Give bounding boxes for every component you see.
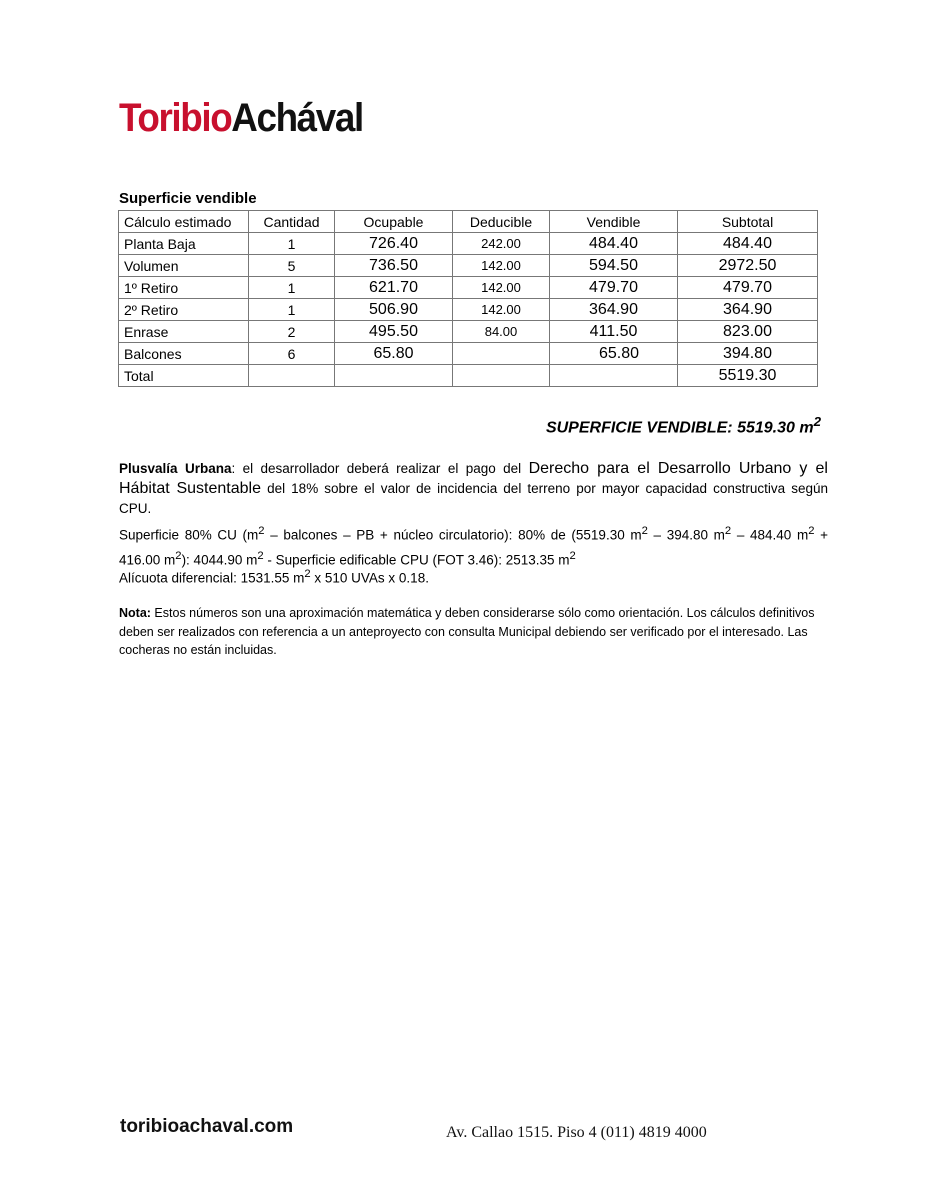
cell-deducible: 84.00 [453, 321, 550, 343]
superficie-calc-paragraph [119, 521, 828, 570]
cell-concepto: 2º Retiro [119, 299, 249, 321]
cell-ocupable: 506.90 [335, 299, 453, 321]
cell-concepto: Planta Baja [119, 233, 249, 255]
calc-text: – 394.80 m [647, 527, 725, 543]
cell-subtotal: 484.40 [678, 233, 818, 255]
calc-text: + 416.00 m [119, 527, 829, 567]
cell-ocupable: 736.50 [335, 255, 453, 277]
nota-label: Nota: [119, 606, 151, 620]
cell-cantidad: 6 [249, 343, 335, 365]
superscript: 2 [257, 549, 264, 562]
superficie-table [118, 210, 818, 387]
plusvalia-label: Plusvalía Urbana [119, 461, 232, 476]
cell-vendible: 484.40 [550, 233, 678, 255]
logo-text-achaval: Achával [231, 96, 363, 140]
superscript: 2 [813, 414, 821, 429]
superscript: 2 [641, 525, 648, 537]
logo-text-toribio: Toribio [119, 96, 232, 140]
cell-empty [249, 365, 335, 387]
calc-text: – balcones – PB + núcleo circulatorio): 80% de (5519.30 m [264, 527, 642, 543]
superscript: 2 [569, 549, 576, 562]
header-cantidad: Cantidad [249, 211, 335, 233]
header-calculo: Cálculo estimado [119, 211, 249, 233]
cell-cantidad: 1 [249, 299, 335, 321]
cell-vendible: 65.80 [550, 343, 678, 365]
nota-text: Estos números son una aproximación matemática y deben considerarse sólo como orientación. Los cálculos definitivos deben ser realizados con referencia a un anteproyecto con consulta Municipal debiendo ser verificado por el interesado. Las cocheras no están incluidas. [119, 606, 815, 657]
cell-ocupable: 621.70 [335, 277, 453, 299]
plusvalia-paragraph [119, 459, 828, 519]
cell-ocupable: 726.40 [335, 233, 453, 255]
cell-deducible: 242.00 [453, 233, 550, 255]
cell-total-value: 5519.30 [678, 365, 818, 387]
superscript: 2 [304, 568, 311, 580]
table-header-row [119, 211, 818, 233]
section-title: Superficie vendible [119, 190, 257, 207]
alicuota-line [119, 564, 828, 589]
calc-text: – 484.40 m [731, 527, 809, 543]
table-row [119, 233, 818, 255]
cell-deducible: 142.00 [453, 277, 550, 299]
superficie-vendible-text: SUPERFICIE VENDIBLE: 5519.30 m [545, 419, 814, 437]
company-logo [119, 98, 363, 138]
header-ocupable: Ocupable [335, 211, 453, 233]
superscript: 2 [724, 525, 732, 537]
header-subtotal: Subtotal [678, 211, 818, 233]
cell-empty [335, 365, 453, 387]
footer-website: toribioachaval.com [120, 1116, 294, 1137]
table-row [119, 343, 818, 365]
cell-subtotal: 479.70 [678, 277, 818, 299]
cell-deducible [453, 343, 550, 365]
cell-concepto: Volumen [119, 255, 249, 277]
calc-text: Superficie 80% CU (m [119, 527, 259, 543]
cell-total-label: Total [119, 365, 249, 387]
nota-paragraph [119, 604, 828, 660]
cell-vendible: 411.50 [550, 321, 678, 343]
cell-cantidad: 1 [249, 233, 335, 255]
cell-cantidad: 2 [249, 321, 335, 343]
calc-text: ): 4044.90 m [181, 552, 258, 567]
calc-text: - Superficie edificable CPU (FOT 3.46): 2513.35 m [263, 552, 570, 567]
alicuota-text: x 510 UVAs x 0.18. [310, 570, 429, 586]
cell-concepto: Balcones [119, 343, 249, 365]
superscript: 2 [258, 525, 265, 537]
table-row [119, 299, 818, 321]
cell-subtotal: 2972.50 [678, 255, 818, 277]
cell-cantidad: 5 [249, 255, 335, 277]
cell-deducible: 142.00 [453, 255, 550, 277]
cell-ocupable: 65.80 [335, 343, 453, 365]
superscript: 2 [808, 525, 815, 537]
plusvalia-text-b: del 18% sobre el valor de incidencia del terreno por mayor capacidad constructiva según CPU. [119, 481, 828, 516]
cell-vendible: 364.90 [550, 299, 678, 321]
cell-subtotal: 823.00 [678, 321, 818, 343]
cell-subtotal: 364.90 [678, 299, 818, 321]
alicuota-text: Alícuota diferencial: 1531.55 m [119, 570, 305, 586]
table-row [119, 277, 818, 299]
cell-deducible: 142.00 [453, 299, 550, 321]
footer-address: Av. Callao 1515. Piso 4 (011) 4819 4000 [446, 1124, 707, 1141]
table-row [119, 255, 818, 277]
cell-vendible: 479.70 [550, 277, 678, 299]
cell-vendible: 594.50 [550, 255, 678, 277]
table-total-row [119, 365, 818, 387]
table-row [119, 321, 818, 343]
cell-concepto: Enrase [119, 321, 249, 343]
superscript: 2 [175, 549, 182, 562]
cell-cantidad: 1 [249, 277, 335, 299]
plusvalia-text-a: : el desarrollador deberá realizar el pago del [231, 461, 529, 476]
cell-subtotal: 394.80 [678, 343, 818, 365]
cell-concepto: 1º Retiro [119, 277, 249, 299]
plusvalia-text-big: Derecho para el Desarrollo Urbano y el Hábitat Sustentable [119, 460, 828, 497]
header-deducible: Deducible [453, 211, 550, 233]
cell-ocupable: 495.50 [335, 321, 453, 343]
cell-empty [453, 365, 550, 387]
superficie-vendible-total [546, 414, 821, 437]
header-vendible: Vendible [550, 211, 678, 233]
cell-empty [550, 365, 678, 387]
